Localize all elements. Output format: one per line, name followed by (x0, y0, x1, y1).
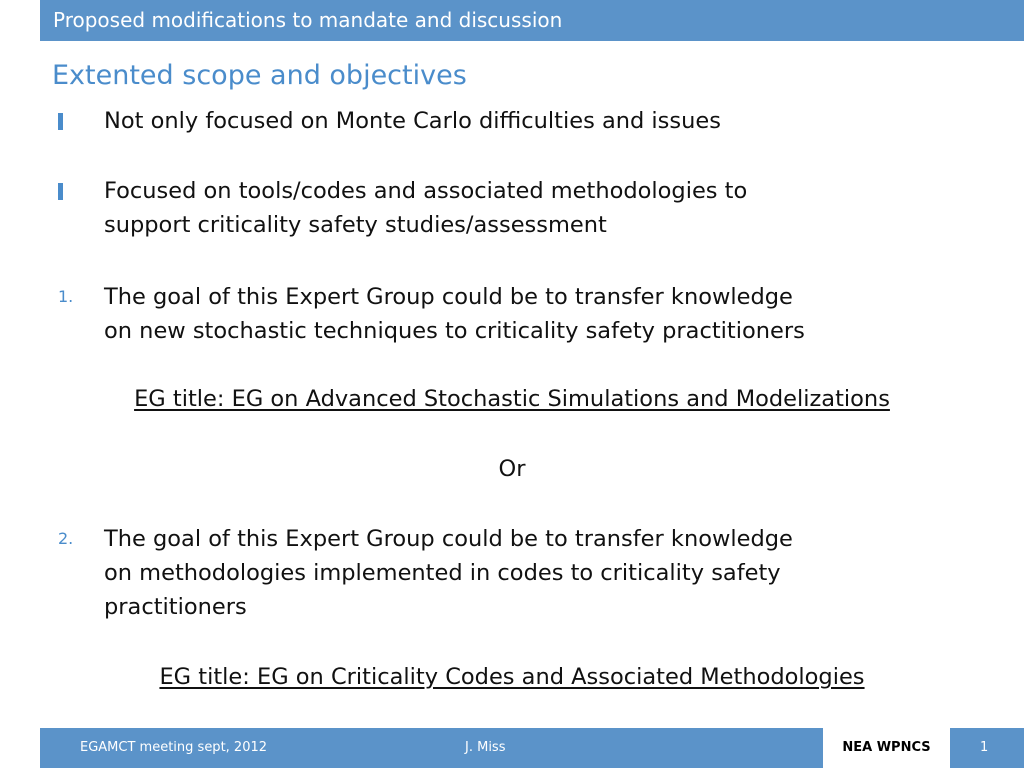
eg-title-option-2: EG title: EG on Criticality Codes and Associated Methodologies (159, 664, 865, 690)
or-separator: Or (498, 456, 526, 482)
footer-meeting: EGAMCT meeting sept, 2012 (80, 740, 268, 755)
item-text: The goal of this Expert Group could be to transfer knowledge on new stochastic techniques to criticality safety practitioners (104, 284, 805, 344)
section-header-bar (40, 0, 1024, 41)
bullet-text: Not only focused on Monte Carlo difficulties and issues (104, 108, 721, 134)
bullet-text: Focused on tools/codes and associated methodologies to support criticality safety studies/assessment (104, 178, 748, 238)
footer-organization: NEA WPNCS (823, 728, 950, 768)
footer-bar (40, 728, 1024, 768)
bullet-marker (58, 174, 98, 200)
page-number: 1 (980, 740, 989, 755)
item-text: The goal of this Expert Group could be to transfer knowledge on methodologies implemented in codes to criticality safety practitioners (104, 526, 793, 620)
eg-title-option-1: EG title: EG on Advanced Stochastic Simulations and Modelizations (134, 386, 890, 412)
slide-title: Extented scope and objectives (52, 60, 467, 91)
item-number: 1. (58, 287, 74, 306)
footer-author: J. Miss (465, 740, 506, 755)
bullet-marker (58, 104, 98, 130)
section-title: Proposed modifications to mandate and discussion (53, 8, 563, 32)
item-number: 2. (58, 529, 74, 548)
